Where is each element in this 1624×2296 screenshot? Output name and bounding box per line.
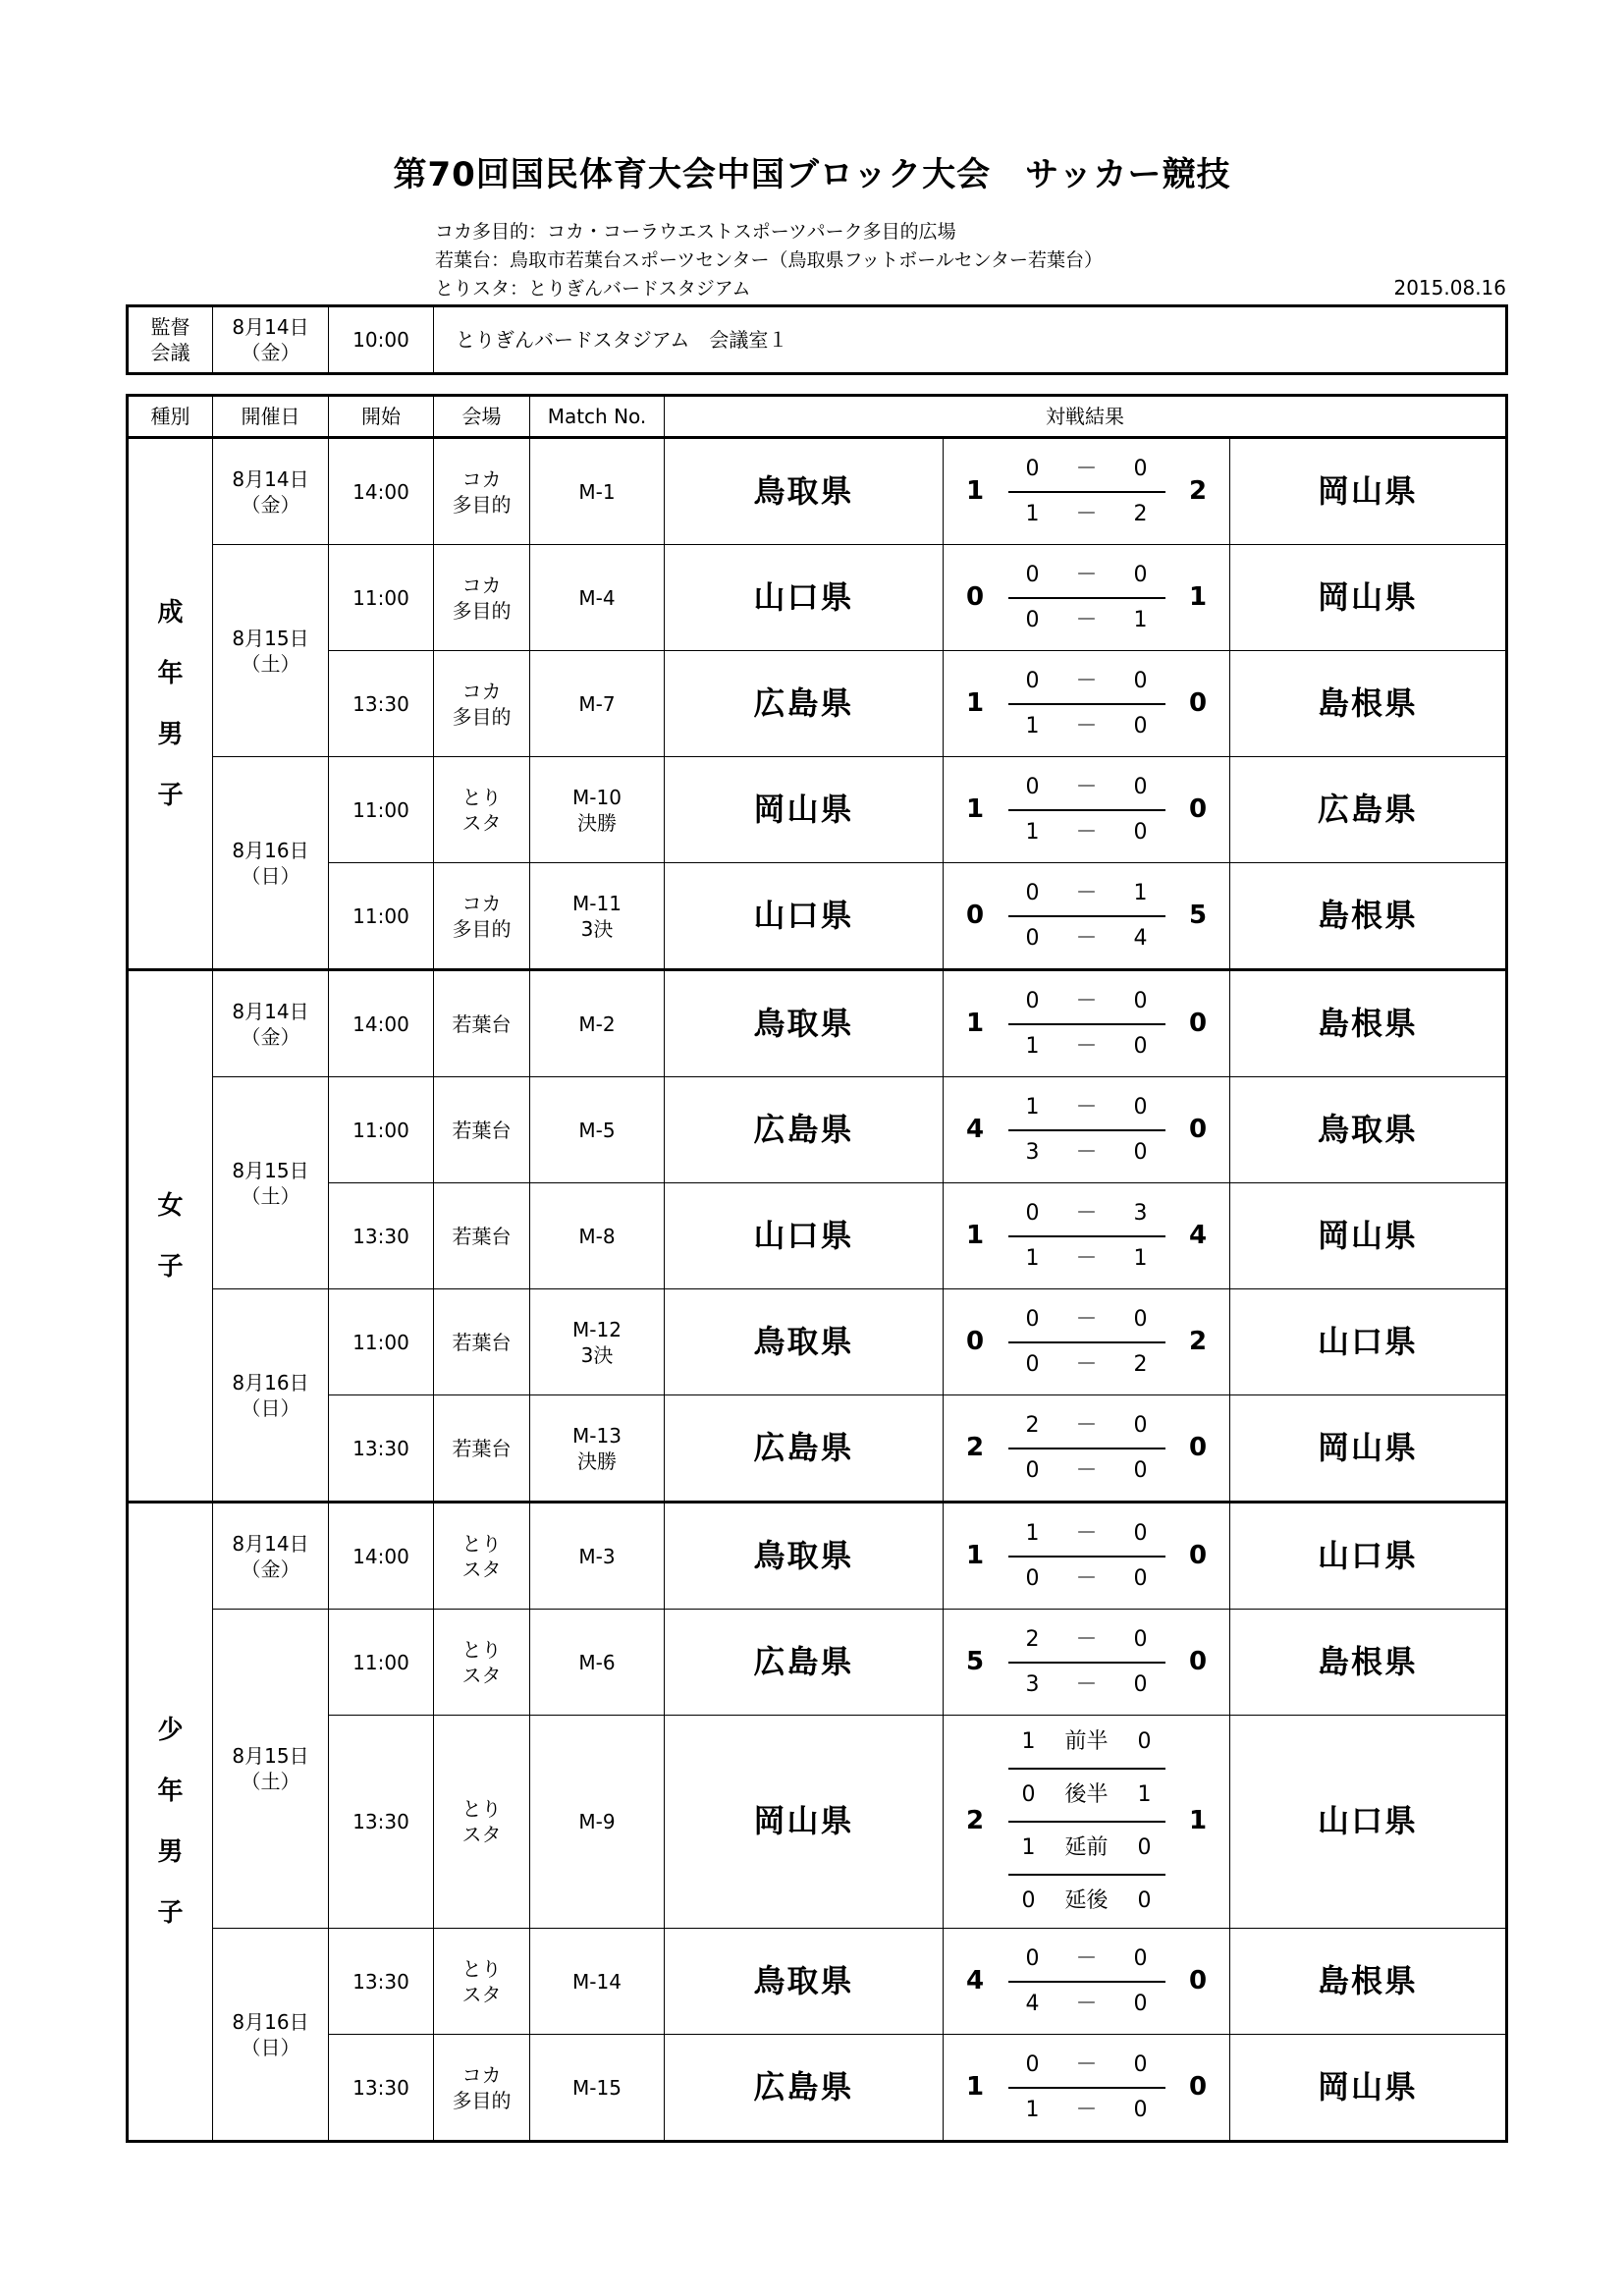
results-table [126, 394, 1508, 2143]
away-score: 2 [1188, 475, 1208, 506]
match-row [128, 438, 1507, 545]
match-row [128, 970, 1507, 1077]
match-no: M-3 [530, 1503, 665, 1610]
away-score: 1 [1188, 581, 1208, 612]
match-no: M-15 [530, 2035, 665, 2142]
venue: 若葉台 [434, 1183, 530, 1289]
kickoff-time: 13:30 [329, 1929, 434, 2035]
venue: とり スタ [434, 1610, 530, 1716]
match-row [128, 2035, 1507, 2142]
match-date: 8月14日 （金） [213, 438, 329, 545]
home-team: 広島県 [665, 1077, 944, 1183]
match-row [128, 1289, 1507, 1395]
period-scores [1008, 872, 1165, 960]
home-score: 1 [965, 475, 985, 506]
period-scores [1008, 448, 1165, 536]
meeting-venue: とりぎんバードスタジアム 会議室１ [434, 306, 1507, 374]
meeting-label: 監督 会議 [128, 306, 213, 374]
kickoff-time: 14:00 [329, 1503, 434, 1610]
match-row [128, 1610, 1507, 1716]
away-score: 0 [1188, 1432, 1208, 1462]
category-char: 子 [157, 1898, 184, 1928]
away-team: 島根県 [1230, 863, 1507, 970]
period-score: 1 － 0 [1008, 703, 1165, 748]
period-scores [1008, 1938, 1165, 2026]
match-row [128, 651, 1507, 757]
period-score: 1 － 0 [1008, 2087, 1165, 2132]
away-score: 0 [1188, 2071, 1208, 2102]
period-scores [1008, 1192, 1165, 1281]
score [944, 863, 1230, 970]
period-scores [1008, 660, 1165, 748]
period-score: 0 － 0 [1025, 668, 1148, 693]
period-score: 0 － 2 [1008, 1341, 1165, 1387]
away-score: 4 [1188, 1220, 1208, 1250]
match-no: M-9 [530, 1716, 665, 1929]
match-no: M-12 3決 [530, 1289, 665, 1395]
period-score: 1 － 2 [1008, 491, 1165, 536]
home-score: 2 [965, 1806, 985, 1836]
period-score: 1 － 0 [1008, 809, 1165, 854]
header-category: 種別 [128, 396, 213, 438]
category-men [128, 438, 213, 970]
period-score: 2 － 0 [1025, 1412, 1148, 1438]
venue-legend-coca: コカ多目的：コカ・コーラウエストスポーツパーク多目的広場 [435, 221, 956, 243]
home-team: 鳥取県 [665, 1503, 944, 1610]
period-scores [1008, 1086, 1165, 1175]
period-score: 3 － 0 [1008, 1129, 1165, 1175]
home-score: 2 [965, 1432, 985, 1462]
match-no: M-2 [530, 970, 665, 1077]
score [944, 1395, 1230, 1503]
period-score: 4 － 0 [1008, 1981, 1165, 2026]
period-score: 0 後半 1 [1008, 1768, 1165, 1821]
away-team: 岡山県 [1230, 1395, 1507, 1503]
match-date: 8月14日 （金） [213, 970, 329, 1077]
period-score: 1 － 0 [1008, 1023, 1165, 1068]
venue: コカ 多目的 [434, 2035, 530, 2142]
away-team: 島根県 [1230, 970, 1507, 1077]
match-row [128, 863, 1507, 970]
match-no: M-13 決勝 [530, 1395, 665, 1503]
home-score: 1 [965, 1540, 985, 1570]
away-score: 0 [1188, 1646, 1208, 1676]
home-score: 1 [965, 1220, 985, 1250]
match-date: 8月15日 （土） [213, 545, 329, 757]
home-score: 1 [965, 687, 985, 718]
period-score: 0 － 0 [1025, 988, 1148, 1013]
meeting-date: 8月14日 （金） [213, 306, 329, 374]
page-title: 第70回国民体育大会中国ブロック大会 サッカー競技 [393, 155, 1231, 194]
period-score: 0 － 0 [1025, 1306, 1148, 1332]
home-team: 岡山県 [665, 1716, 944, 1929]
match-date: 8月15日 （土） [213, 1610, 329, 1929]
period-score: 2 － 0 [1025, 1626, 1148, 1652]
away-team: 島根県 [1230, 651, 1507, 757]
home-score: 4 [965, 1114, 985, 1144]
venue: とり スタ [434, 757, 530, 863]
period-score: 1 前半 0 [1021, 1729, 1152, 1754]
home-team: 山口県 [665, 863, 944, 970]
venue: コカ 多目的 [434, 863, 530, 970]
match-date: 8月14日 （金） [213, 1503, 329, 1610]
period-scores [1008, 1512, 1165, 1601]
kickoff-time: 11:00 [329, 545, 434, 651]
score [944, 438, 1230, 545]
match-row [128, 1183, 1507, 1289]
match-row [128, 545, 1507, 651]
kickoff-time: 14:00 [329, 438, 434, 545]
match-no: M-6 [530, 1610, 665, 1716]
period-score: 0 － 0 [1025, 562, 1148, 587]
period-score: 0 － 0 [1025, 456, 1148, 481]
score [944, 1610, 1230, 1716]
score [944, 1183, 1230, 1289]
home-team: 鳥取県 [665, 438, 944, 545]
away-team: 島根県 [1230, 1610, 1507, 1716]
category-char: 女 [157, 1190, 184, 1221]
score [944, 1289, 1230, 1395]
home-team: 広島県 [665, 1395, 944, 1503]
away-score: 0 [1188, 687, 1208, 718]
score [944, 970, 1230, 1077]
home-team: 鳥取県 [665, 1289, 944, 1395]
venue-legend-torisuta: とりスタ：とりぎんバードスタジアム [435, 278, 751, 300]
home-score: 1 [965, 1008, 985, 1038]
venue: とり スタ [434, 1503, 530, 1610]
period-scores [1008, 980, 1165, 1068]
away-score: 0 [1188, 1114, 1208, 1144]
match-row [128, 1929, 1507, 2035]
header-venue: 会場 [434, 396, 530, 438]
period-scores [1008, 1618, 1165, 1707]
period-score: 1 － 0 [1025, 1094, 1148, 1120]
kickoff-time: 13:30 [329, 651, 434, 757]
venue: 若葉台 [434, 1395, 530, 1503]
managers-meeting-table [126, 304, 1508, 375]
header-start: 開始 [329, 396, 434, 438]
header-match-no: Match No. [530, 396, 665, 438]
match-row [128, 1503, 1507, 1610]
match-no: M-8 [530, 1183, 665, 1289]
kickoff-time: 11:00 [329, 1610, 434, 1716]
home-team: 広島県 [665, 651, 944, 757]
away-score: 0 [1188, 793, 1208, 824]
period-score: 0 － 3 [1025, 1200, 1148, 1226]
venue-legend-wakabadai: 若葉台：鳥取市若葉台スポーツセンター（鳥取県フットボールセンター若葉台） [435, 249, 1104, 271]
match-row [128, 1716, 1507, 1929]
period-score: 0 － 1 [1008, 597, 1165, 642]
period-scores [1008, 1298, 1165, 1387]
home-team: 鳥取県 [665, 1929, 944, 2035]
kickoff-time: 11:00 [329, 863, 434, 970]
period-score: 3 － 0 [1008, 1662, 1165, 1707]
score [944, 1716, 1230, 1929]
away-score: 5 [1188, 900, 1208, 930]
match-row [128, 1077, 1507, 1183]
venue: コカ 多目的 [434, 438, 530, 545]
category-char: 男 [157, 719, 184, 749]
home-score: 0 [965, 900, 985, 930]
category-char: 少 [157, 1716, 184, 1745]
period-score: 0 － 0 [1025, 2051, 1148, 2077]
home-score: 1 [965, 793, 985, 824]
match-no: M-14 [530, 1929, 665, 2035]
period-scores [1008, 554, 1165, 642]
kickoff-time: 13:30 [329, 1716, 434, 1929]
category-boys [128, 1503, 213, 2142]
away-team: 岡山県 [1230, 2035, 1507, 2142]
match-no: M-7 [530, 651, 665, 757]
away-team: 岡山県 [1230, 438, 1507, 545]
away-score: 0 [1188, 1008, 1208, 1038]
home-team: 山口県 [665, 1183, 944, 1289]
period-score: 0 － 0 [1025, 1945, 1148, 1971]
period-scores [1008, 2044, 1165, 2132]
period-scores [1008, 1717, 1165, 1927]
category-char: 年 [157, 1777, 184, 1806]
period-score: 0 延後 0 [1008, 1874, 1165, 1927]
venue: コカ 多目的 [434, 651, 530, 757]
home-team: 広島県 [665, 1610, 944, 1716]
period-scores [1008, 1404, 1165, 1493]
kickoff-time: 11:00 [329, 1077, 434, 1183]
home-team: 鳥取県 [665, 970, 944, 1077]
match-date: 8月16日 （日） [213, 757, 329, 970]
kickoff-time: 13:30 [329, 1183, 434, 1289]
score [944, 545, 1230, 651]
venue: とり スタ [434, 1716, 530, 1929]
category-char: 子 [157, 780, 184, 810]
home-score: 5 [965, 1646, 985, 1676]
period-score: 0 － 0 [1025, 774, 1148, 799]
period-score: 1 － 1 [1008, 1235, 1165, 1281]
category-char: 男 [157, 1837, 184, 1867]
kickoff-time: 11:00 [329, 1289, 434, 1395]
away-team: 広島県 [1230, 757, 1507, 863]
match-row [128, 757, 1507, 863]
match-date: 8月16日 （日） [213, 1289, 329, 1503]
match-row [128, 1395, 1507, 1503]
away-team: 島根県 [1230, 1929, 1507, 2035]
score [944, 757, 1230, 863]
score [944, 651, 1230, 757]
away-score: 2 [1188, 1326, 1208, 1356]
document-date: 2015.08.16 [1393, 276, 1506, 300]
period-score: 1 － 0 [1025, 1520, 1148, 1546]
period-score: 0 － 1 [1025, 880, 1148, 905]
kickoff-time: 13:30 [329, 1395, 434, 1503]
match-no: M-1 [530, 438, 665, 545]
period-score: 0 － 0 [1008, 1448, 1165, 1493]
away-team: 岡山県 [1230, 545, 1507, 651]
venue: 若葉台 [434, 970, 530, 1077]
category-char: 年 [157, 658, 184, 688]
venue: とり スタ [434, 1929, 530, 2035]
home-score: 4 [965, 1965, 985, 1995]
home-score: 0 [965, 581, 985, 612]
home-score: 0 [965, 1326, 985, 1356]
kickoff-time: 13:30 [329, 2035, 434, 2142]
home-team: 広島県 [665, 2035, 944, 2142]
header-row [128, 396, 1507, 438]
period-scores [1008, 766, 1165, 854]
match-no: M-5 [530, 1077, 665, 1183]
home-score: 1 [965, 2071, 985, 2102]
away-team: 岡山県 [1230, 1183, 1507, 1289]
home-team: 岡山県 [665, 757, 944, 863]
away-team: 山口県 [1230, 1716, 1507, 1929]
match-no: M-10 決勝 [530, 757, 665, 863]
category-char: 成 [157, 597, 184, 628]
period-score: 1 延前 0 [1008, 1821, 1165, 1874]
away-score: 0 [1188, 1540, 1208, 1570]
score [944, 1077, 1230, 1183]
meeting-time: 10:00 [329, 306, 434, 374]
category-char: 子 [157, 1251, 184, 1282]
score [944, 2035, 1230, 2142]
score [944, 1503, 1230, 1610]
match-date: 8月16日 （日） [213, 1929, 329, 2142]
match-no: M-11 3決 [530, 863, 665, 970]
away-team: 山口県 [1230, 1503, 1507, 1610]
away-team: 鳥取県 [1230, 1077, 1507, 1183]
match-no: M-4 [530, 545, 665, 651]
category-women [128, 970, 213, 1503]
match-date: 8月15日 （土） [213, 1077, 329, 1289]
away-score: 0 [1188, 1965, 1208, 1995]
venue: 若葉台 [434, 1077, 530, 1183]
header-result: 対戦結果 [665, 396, 1507, 438]
period-score: 0 － 4 [1008, 915, 1165, 960]
venue: 若葉台 [434, 1289, 530, 1395]
period-score: 0 － 0 [1008, 1556, 1165, 1601]
away-team: 山口県 [1230, 1289, 1507, 1395]
venue: コカ 多目的 [434, 545, 530, 651]
away-score: 1 [1188, 1806, 1208, 1836]
kickoff-time: 14:00 [329, 970, 434, 1077]
header-date: 開催日 [213, 396, 329, 438]
score [944, 1929, 1230, 2035]
home-team: 山口県 [665, 545, 944, 651]
kickoff-time: 11:00 [329, 757, 434, 863]
